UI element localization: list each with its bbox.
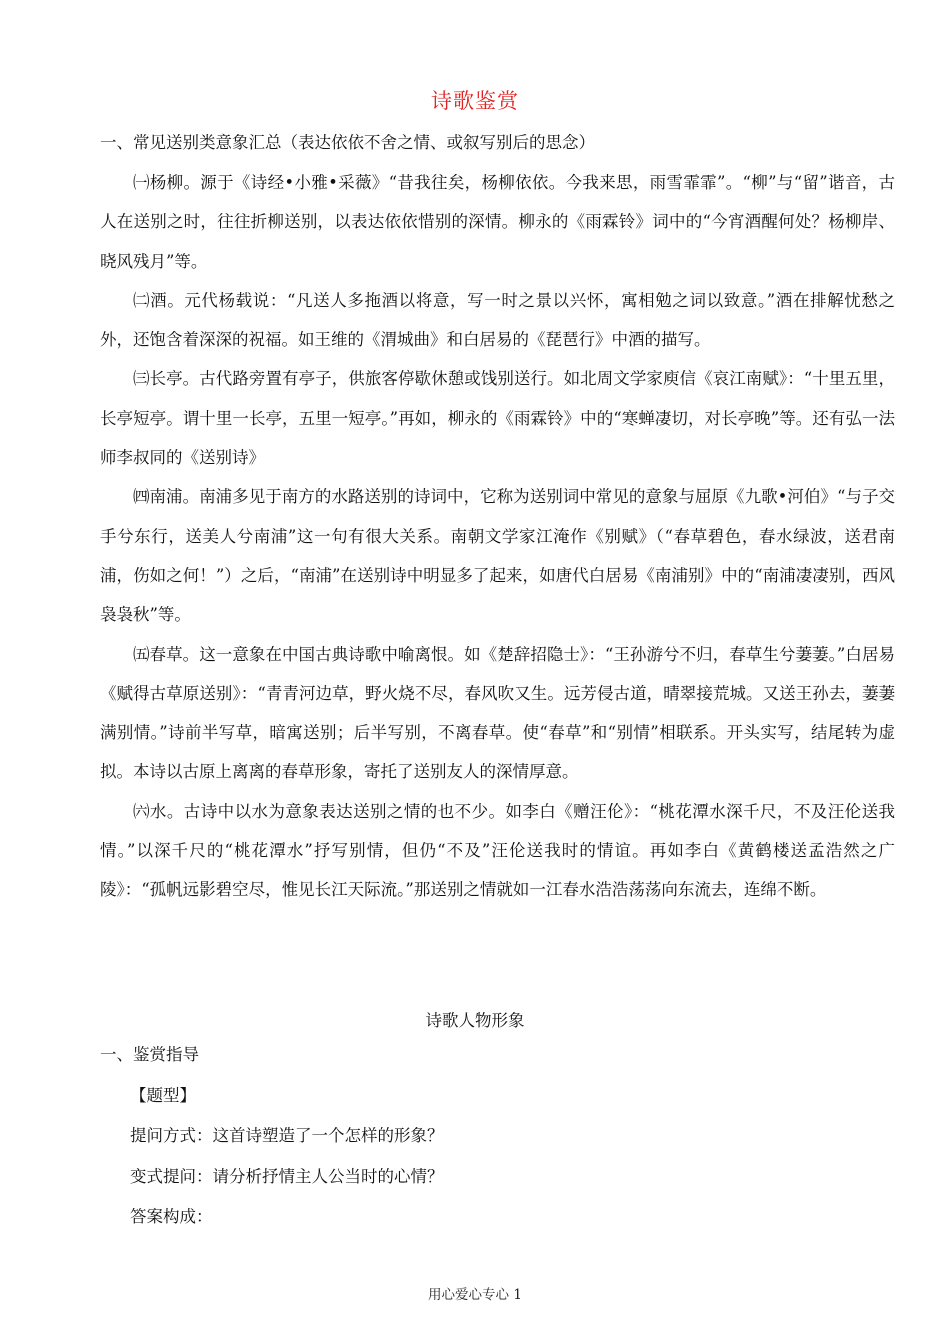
imagery-paragraph-water: ㈥水。古诗中以水为意象表达送别之情的也不少。如李白《赠汪伦》：“桃花潭水深千尺，不及汪伦送我情。”以深千尺的“桃花潭水”抒写别情，但仍“不及”汪伦送我时的情谊。再如李白《黄鹤楼送孟浩然之广陵》：“孤帆远影碧空尽，惟见长江天际流。”那送别之情就如一江春水浩浩荡荡向东流去，连绵不断。 — [100, 801, 895, 900]
imagery-paragraph-pavilion: ㈢长亭。古代路旁置有亭子，供旅客停歇休憩或饯别送行。如北周文学家庾信《哀江南赋》：“十里五里，长亭短亭。谓十里一长亭，五里一短亭。”再如，柳永的《雨霖铃》中的“寒蝉凄切，对长亭晚”等。还有弘一法师李叔同的《送别诗》 — [100, 369, 895, 468]
section-heading-guide: 一、鉴赏指导 — [100, 1045, 199, 1064]
question-type-tag: 【题型】 — [130, 1085, 196, 1105]
imagery-paragraph-wine: ㈡酒。元代杨载说：“凡送人多拖酒以将意，写一时之景以兴怀，寓相勉之词以致意。”酒在排解忧愁之外，还饱含着深深的祝福。如王维的《渭城曲》和白居易的《琵琶行》中酒的描写。 — [100, 290, 895, 350]
appreciation-guide-section — [100, 1042, 860, 1245]
answer-structure-line: 答案构成： — [130, 1207, 213, 1226]
question-format-line: 提问方式：这首诗塑造了一个怎样的形象？ — [130, 1126, 444, 1145]
imagery-paragraph-willow: ㈠杨柳。源于《诗经•小雅•采薇》“昔我往矣，杨柳依依。今我来思，雨雪霏霏”。“柳”与“留”谐音，古人在送别之时，往往折柳送别，以表达依依惜别的深情。柳永的《雨霖铃》词中的“今宵酒醒何处？杨柳岸、晓风残月”等。 — [100, 173, 895, 271]
section-subtitle-character-image: 诗歌人物形象 — [425, 1011, 525, 1030]
page-title: 诗歌鉴赏 — [431, 89, 519, 113]
farewell-imagery-list — [100, 163, 895, 910]
imagery-paragraph-spring-grass: ㈤春草。这一意象在中国古典诗歌中喻离恨。如《楚辞招隐士》：“王孙游兮不归，春草生兮萋萋。”白居易《赋得古草原送别》：“青青河边草，野火烧不尽，春风吹又生。远芳侵古道，晴翠接荒城。又送王孙去，萋萋满别情。”诗前半写草，暗寓送别；后半写别，不离春草。使“春草”和“别情”相联系。开头实写，结尾转为虚拟。本诗以古原上离离的春草形象，寄托了送别友人的深情厚意。 — [100, 644, 895, 782]
imagery-paragraph-nanpu: ㈣南浦。南浦多见于南方的水路送别的诗词中，它称为送别词中常见的意象与屈原《九歌•河伯》“与子交手兮东行，送美人兮南浦”这一句有很大关系。南朝文学家江淹作《别赋》（“春草碧色，春水绿波，送君南浦，伤如之何！”）之后，“南浦”在送别诗中明显多了起来，如唐代白居易《南浦别》中的“南浦凄凄别，西风袅袅秋”等。 — [100, 487, 895, 625]
section-heading-farewell-imagery: 一、常见送别类意象汇总（表达依依不舍之情、或叙写别后的思念） — [100, 133, 595, 152]
page-footer: 用心爱心专心 1 — [428, 1287, 522, 1303]
variant-question-line: 变式提问：请分析抒情主人公当时的心情？ — [130, 1166, 444, 1186]
